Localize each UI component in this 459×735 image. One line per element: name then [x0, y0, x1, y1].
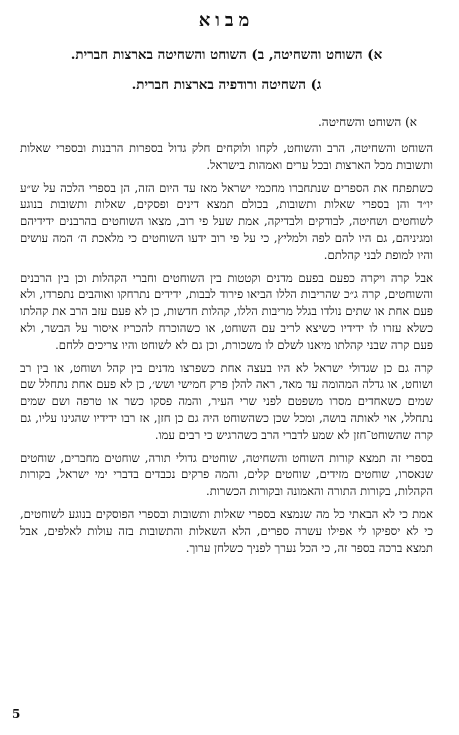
paragraph-2: כשתפתח את הספרים שנתחברו מחכמי ישראל מאז עד היום הזה, הן בספרי הלכה על ש״ע יו״ד והן בספרי שאלות ותשובות, בכולם תמצא דינים ופסקים, שאלות ותשובות בנוגע לשוחטים ושחיטה, לבודקים ולבדיקה, אמת שעל פי רוב, מצאו השוחטים בהרבנים ידידיהם ומגיניהם, גם היו להם לפה ולמליץ, כי על פי רוב ידעו השוחטים כי מלאכת ה׳ המה עושים והיו למופת לבני קהלתם. — [20, 180, 433, 262]
section-label: א) השוחט והשחיטה. — [317, 115, 417, 129]
paragraph-4: קרה גם כן שגדולי ישראל לא היו בעצה אחת כשפרצו מדנים בין קהל ושוחט, או בין רב ושוחט, או גדלה המהומה עד מאד, ראה להלן פרק חמישי ושש׳, כן לא פעם אחת נתחלל שם שמים כשאחדים מסרו משפטם לפני שרי העיר, והמה פסקו כשר או טרפה ושם שמים נתחלל, אוי לאותה בושה, ומכל שכן כשהשוחט היה גם כן חזן, אז רבו ידידיו שהגינו עליו, גם קרה שהשוחט־חזן לא שמע לדברי הרב כשהרגיש כי רבים עמו. — [20, 360, 433, 442]
page-number: 5 — [12, 707, 21, 721]
paragraph-3: אבל קרה ויקרה כפעם בפעם מדנים וקטטות בין השוחטים וחברי הקהלות וכן בין הרבנים והשוחטים, קרה ג״כ שהריבות הללו הביאו פירוד לבבות, ידידים נתרחקו ואוהבים נתפרדו, ולא פעם אחת או שתים נולדו בגלל מריבות הללו, קהלות חדשות, כן לא פעם עזב הרב את קהלתו כשלא עזרו לו ידידיו כשיצא לריב עם השוחט, או כשהוכרח להכריז איסור על הבשר, ולא פעם קרה שבני קהלתו מיאנו לשלם לו משכורת, וכן גם לא לשוחט והיו צריכים ללחם. — [20, 270, 433, 352]
paragraph-1: השוחט והשחיטה, הרב והשוחט, לקחו ולוקחים חלק גדול בספרות הרבנות ובספרי שאלות ותשובות מכל הארצות ובכל ערים ואמהות בישראל. — [20, 141, 433, 172]
paragraph-5: בספרי זה תמצא קורות השוחט והשחיטה, שוחטים גדולי תורה, שוחטים מחברים, שוחטים שנאסרו, שוחטים מזידים, שוחטים קלים, והמה פרקים נכבדים בדברי ימי ישראל, בקורות הקהלות, בקורות התורה והאמונה ובקורות הכשרות. — [20, 450, 433, 499]
subheading-2: ג) השחיטה ורודפיה בארצות חברית. — [131, 77, 322, 93]
paragraph-6: אמת כי לא הבאתי כל מה שנמצא בספרי שאלות ותשובות ובספרי הפוסקים בנוגע לשוחטים, כי לא יספיקו לי אפילו עשרה ספרים, הלא השאלות והתשובות בזה עולות לאלפים, אבל תמצא ברכה בספר זה, כי הכל נערך לפניך כשלחן ערוך. — [20, 506, 433, 555]
subheading-1: א) השוחט והשחיטה, ב) השוחט והשחיטה בארצות חברית. — [70, 47, 383, 63]
page-title: מבוא — [198, 10, 255, 31]
